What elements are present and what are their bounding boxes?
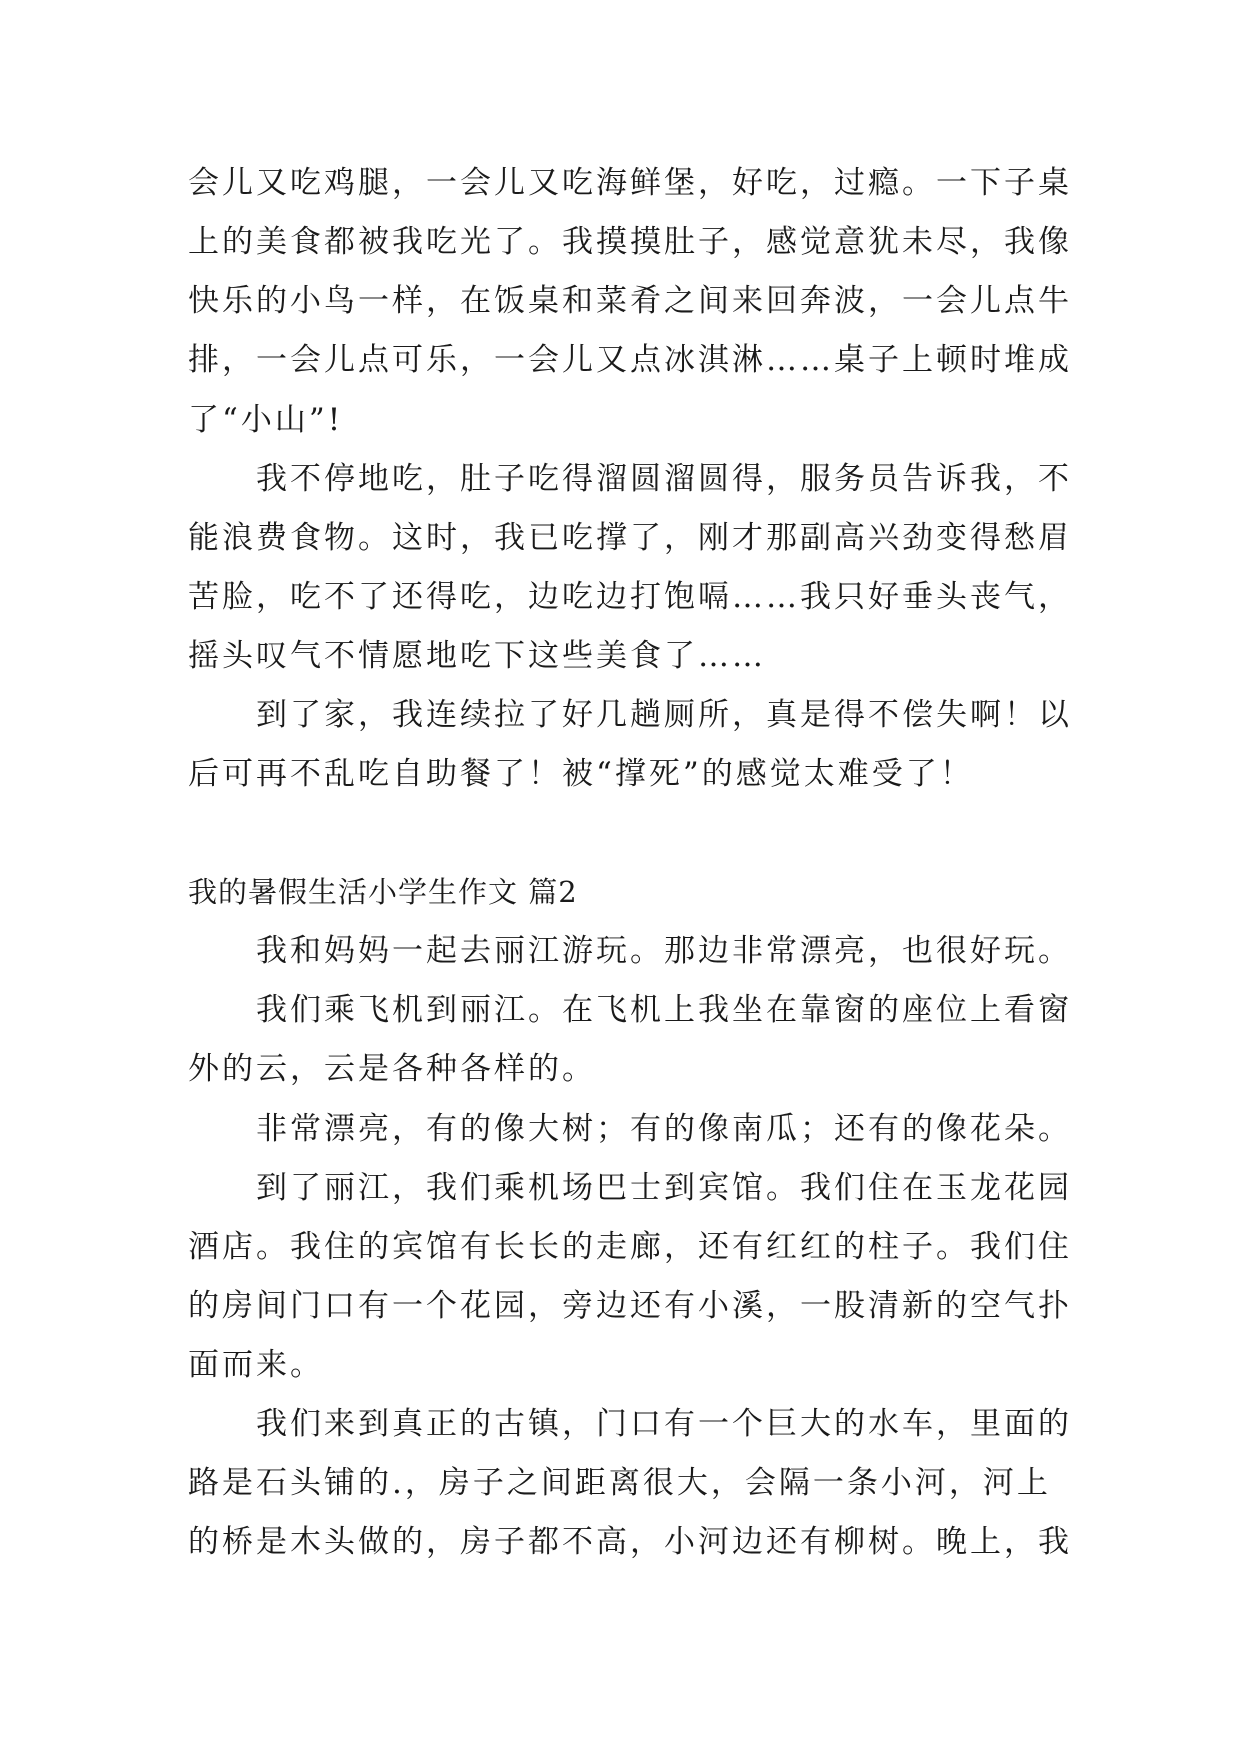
text-line: 了“小山”! — [188, 402, 344, 438]
text-line: 面而来。 — [188, 1347, 324, 1383]
text-line: 摇头叹气不情愿地吃下这些美食了…… — [188, 638, 766, 674]
section-heading: 我的暑假生活小学生作文 篇2 — [188, 875, 578, 909]
text-line: 外的云，云是各种各样的。 — [188, 1051, 596, 1087]
text-line: 路是石头铺的.，房子之间距离很大，会隔一条小河，河上 — [188, 1465, 1051, 1501]
text-line: 排，一会儿点可乐，一会儿又点冰淇淋……桌子上顿时堆成 — [188, 342, 1072, 378]
paragraph-first-line: 到了丽江，我们乘机场巴士到宾馆。我们住在玉龙花园 — [256, 1170, 1072, 1206]
text-line: 酒店。我住的宾馆有长长的走廊，还有红红的柱子。我们住 — [188, 1229, 1072, 1265]
paragraph-first-line: 我和妈妈一起去丽江游玩。那边非常漂亮，也很好玩。 — [256, 933, 1072, 969]
text-line: 会儿又吃鸡腿，一会儿又吃海鲜堡，好吃，过瘾。一下子桌 — [188, 165, 1072, 201]
text-line: 的房间门口有一个花园，旁边还有小溪，一股清新的空气扑 — [188, 1288, 1072, 1324]
text-line: 上的美食都被我吃光了。我摸摸肚子，感觉意犹未尽，我像 — [188, 224, 1072, 260]
text-line: 的桥是木头做的，房子都不高，小河边还有柳树。晚上，我 — [188, 1524, 1072, 1560]
text-line: 快乐的小鸟一样，在饭桌和菜肴之间来回奔波，一会儿点牛 — [188, 283, 1072, 319]
text-line: 能浪费食物。这时，我已吃撑了，刚才那副高兴劲变得愁眉 — [188, 520, 1072, 556]
text-line: 后可再不乱吃自助餐了！被“撑死”的感觉太难受了！ — [188, 756, 974, 792]
paragraph-first-line: 我们乘飞机到丽江。在飞机上我坐在靠窗的座位上看窗 — [256, 992, 1072, 1028]
paragraph-first-line: 到了家，我连续拉了好几趟厕所，真是得不偿失啊！以 — [256, 697, 1072, 733]
paragraph-first-line: 非常漂亮，有的像大树；有的像南瓜；还有的像花朵。 — [256, 1111, 1072, 1147]
text-line: 苦脸，吃不了还得吃，边吃边打饱嗝……我只好垂头丧气， — [188, 579, 1072, 615]
paragraph-first-line: 我不停地吃，肚子吃得溜圆溜圆得，服务员告诉我，不 — [256, 461, 1072, 497]
paragraph-first-line: 我们来到真正的古镇，门口有一个巨大的水车，里面的 — [256, 1406, 1072, 1442]
